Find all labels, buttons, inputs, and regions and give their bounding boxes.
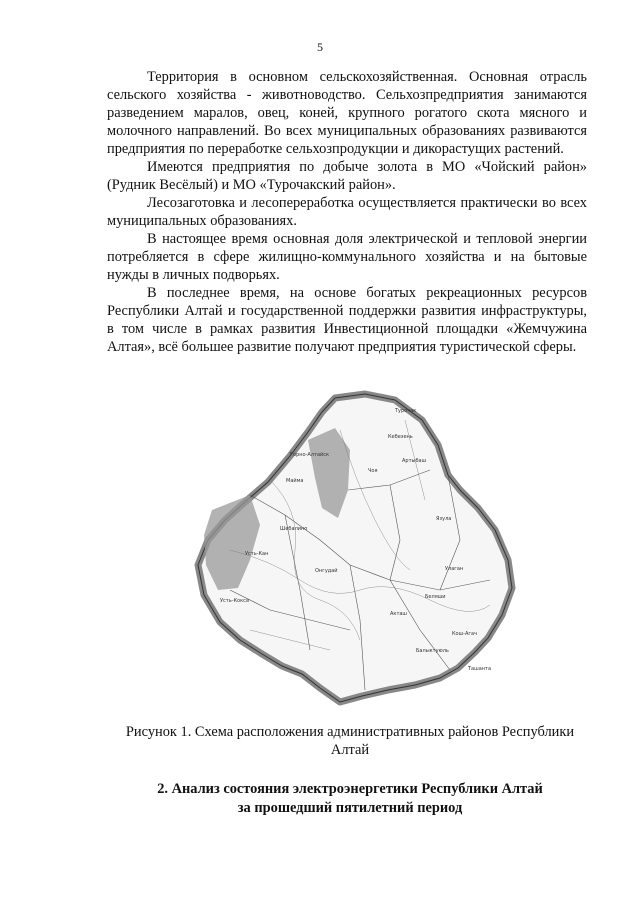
paragraph-logging: Лесозаготовка и лесопереработка осуществляется практически во всех муниципальных образованиях. bbox=[107, 195, 587, 229]
map-label: Акташ bbox=[390, 611, 407, 617]
map-label: Усть-Кокса bbox=[220, 598, 249, 604]
figure-caption bbox=[100, 723, 600, 759]
map-label: Майма bbox=[286, 478, 304, 484]
paragraph-agriculture: Территория в основном сельскохозяйственная. Основная отрасль сельского хозяйства - животноводство. Сельхозпредприятия занимаются разведением маралов, овец, коней, крупного рогатого скота мясного и молочного направлений. Во всех муниципальных образованиях развиваются предприятия по переработке сельхозпродукции и дикорастущих растений. bbox=[107, 69, 587, 157]
map-label: Артыбаш bbox=[402, 458, 427, 464]
section-heading bbox=[100, 780, 600, 818]
map-label: Кош-Агач bbox=[452, 631, 478, 637]
map-label: Кебезень bbox=[388, 434, 413, 440]
map-image bbox=[190, 390, 520, 710]
map-label: Язула bbox=[436, 516, 452, 522]
altai-districts-map bbox=[190, 390, 520, 710]
map-label: Турочак bbox=[395, 408, 417, 414]
map-label: Чоя bbox=[368, 468, 378, 474]
paragraph-tourism: В последнее время, на основе богатых рекреационных ресурсов Республики Алтай и государственной поддержки развития инфраструктуры, в том числе в рамках развития Инвестиционной площадки «Жемчужина Алтая», всё большее развитие получают предприятия туристической сферы. bbox=[107, 285, 587, 355]
heading-line: 2. Анализ состояния электроэнергетики Республики Алтай bbox=[157, 781, 543, 797]
paragraph-energy: В настоящее время основная доля электрической и тепловой энергии потребляется в сфере жилищно-коммунального хозяйства и на бытовые нужды в личных подворьях. bbox=[107, 231, 587, 283]
map-label: Улаган bbox=[445, 566, 464, 572]
caption-line: Рисунок 1. Схема расположения административных районов Республики bbox=[125, 724, 575, 740]
map-label: Беляши bbox=[425, 594, 446, 600]
map-label: Балыктуюль bbox=[416, 648, 449, 654]
body-text bbox=[107, 68, 587, 356]
heading-line: за прошедший пятилетний период bbox=[237, 800, 463, 816]
map-label: Горно-Алтайск bbox=[290, 452, 330, 458]
map-label: Онгудай bbox=[315, 568, 338, 574]
caption-line: Алтай bbox=[330, 742, 370, 758]
map-label: Шебалино bbox=[280, 526, 308, 532]
map-label: Ташанта bbox=[468, 666, 492, 672]
paragraph-gold-mining: Имеются предприятия по добыче золота в МО «Чойский район» (Рудник Весёлый) и МО «Турочакский район». bbox=[107, 159, 587, 193]
page-number: 5 bbox=[317, 40, 323, 54]
map-label: Усть-Кан bbox=[245, 551, 269, 557]
